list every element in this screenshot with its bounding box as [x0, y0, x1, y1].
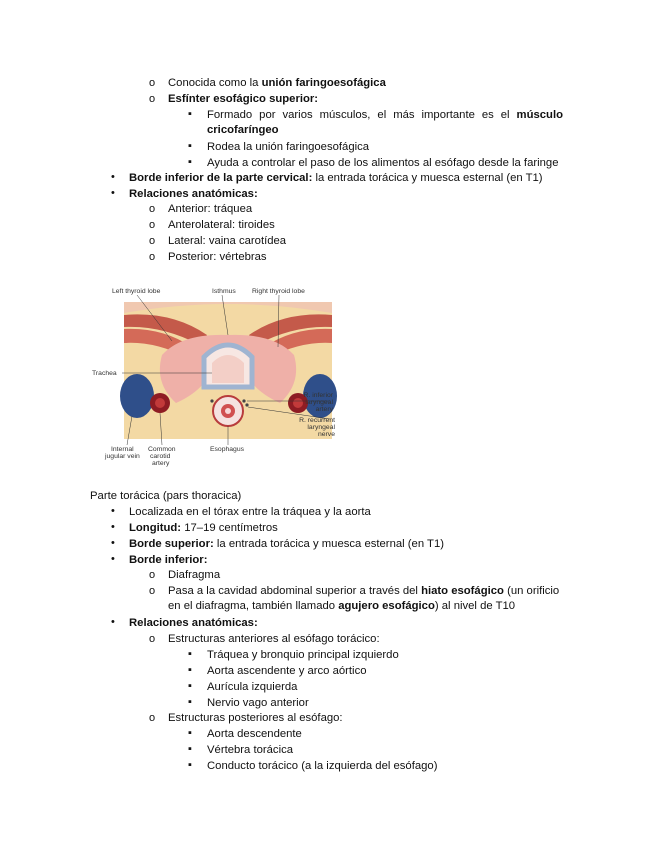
- label-r-recurrent: R. recurrent: [299, 417, 335, 424]
- list-item: Tráquea y bronquio principal izquierdo: [207, 649, 399, 661]
- bullet-square: ▪: [188, 664, 192, 676]
- bullet-square: ▪: [188, 108, 192, 120]
- list-item: Relaciones anatómicas:: [129, 188, 258, 200]
- list-item: Anterolateral: tiroides: [168, 219, 275, 231]
- list-item: Formado por varios músculos, el más importante es el músculo cricofaríngeo: [207, 109, 563, 136]
- label-esophagus: Esophagus: [210, 446, 245, 453]
- bullet-circle: o: [149, 569, 156, 581]
- bullet-square: ▪: [188, 696, 192, 708]
- label-cca: Common: [148, 446, 176, 453]
- label-r-recurrent-2: laryngeal: [307, 424, 335, 431]
- bullet-circle: o: [149, 219, 156, 231]
- internal-jugular-vein: [120, 374, 154, 418]
- bullet-circle: o: [149, 235, 156, 247]
- bullet-circle: o: [149, 203, 156, 215]
- label-trachea: Trachea: [92, 370, 117, 377]
- bullet-square: ▪: [188, 680, 192, 692]
- list-item: Borde inferior de la parte cervical: la entrada torácica y muesca esternal (en T1): [129, 172, 543, 184]
- label-r-inferior: R. inferior: [303, 392, 333, 399]
- list-item: Aurícula izquierda: [207, 681, 298, 693]
- bullet-circle: o: [149, 633, 156, 645]
- label-right-thyroid: Right thyroid lobe: [252, 288, 305, 295]
- bullet-dot: •: [111, 553, 115, 565]
- list-item: Conducto torácico (a la izquierda del esófago): [207, 760, 438, 772]
- list-item: Aorta descendente: [207, 728, 302, 740]
- bullet-square: ▪: [188, 140, 192, 152]
- label-r-recurrent-3: nerve: [317, 431, 335, 438]
- list-item: Lateral: vaina carotídea: [168, 235, 287, 247]
- bullet-circle: o: [149, 712, 156, 724]
- bullet-dot: •: [111, 171, 115, 183]
- label-cca-2: carotid: [150, 453, 171, 460]
- label-cca-3: artery: [152, 460, 170, 467]
- list-item: Estructuras posteriores al esófago:: [168, 712, 343, 724]
- label-r-inferior-3: artery: [315, 406, 333, 413]
- bullet-circle: o: [149, 251, 156, 263]
- list-item: Posterior: vértebras: [168, 251, 267, 263]
- bullet-square: ▪: [188, 156, 192, 168]
- label-ijv: Internal: [111, 446, 134, 453]
- label-isthmus: Isthmus: [212, 288, 236, 295]
- list-item: Diafragma: [168, 569, 221, 581]
- list-item: Esfínter esofágico superior:: [168, 93, 319, 105]
- bullet-square: ▪: [188, 759, 192, 771]
- bullet-square: ▪: [188, 727, 192, 739]
- list-item: Rodea la unión faringoesofágica: [207, 141, 370, 153]
- label-r-inferior-2: laryngeal: [305, 399, 333, 406]
- list-item: Borde superior: la entrada torácica y muesca esternal (en T1): [129, 538, 444, 550]
- list-item: Vértebra torácica: [207, 744, 294, 756]
- list-item: Borde inferior:: [129, 554, 208, 566]
- list-item: Anterior: tráquea: [168, 203, 253, 215]
- section-heading: Parte torácica (pars thoracica): [90, 490, 242, 502]
- list-item: Conocida como la unión faringoesofágica: [168, 77, 386, 89]
- bullet-dot: •: [111, 616, 115, 628]
- label-ijv-2: jugular vein: [105, 453, 140, 460]
- neck-cross-section-figure: [92, 283, 337, 470]
- bullet-circle: o: [149, 585, 156, 597]
- list-item: Localizada en el tórax entre la tráquea y la aorta: [129, 506, 371, 518]
- list-item: Longitud: 17–19 centímetros: [129, 522, 278, 534]
- list-item: Ayuda a controlar el paso de los alimentos al esófago desde la faringe: [207, 157, 559, 169]
- bullet-dot: •: [111, 521, 115, 533]
- list-item: Pasa a la cavidad abdominal superior a través del hiato esofágico (un orificio en el diafragma, también llamado agujero esofágico) al nivel de T10: [168, 585, 560, 612]
- bullet-dot: •: [111, 187, 115, 199]
- bullet-circle: o: [149, 77, 156, 89]
- label-left-thyroid: Left thyroid lobe: [112, 288, 161, 295]
- list-item: Estructuras anteriores al esófago torácico:: [168, 633, 380, 645]
- bullet-square: ▪: [188, 648, 192, 660]
- list-item: Relaciones anatómicas:: [129, 617, 258, 629]
- bullet-dot: •: [111, 505, 115, 517]
- bullet-dot: •: [111, 537, 115, 549]
- bullet-circle: o: [149, 93, 156, 105]
- list-item: Nervio vago anterior: [207, 697, 309, 709]
- bullet-square: ▪: [188, 743, 192, 755]
- list-item: Aorta ascendente y arco aórtico: [207, 665, 367, 677]
